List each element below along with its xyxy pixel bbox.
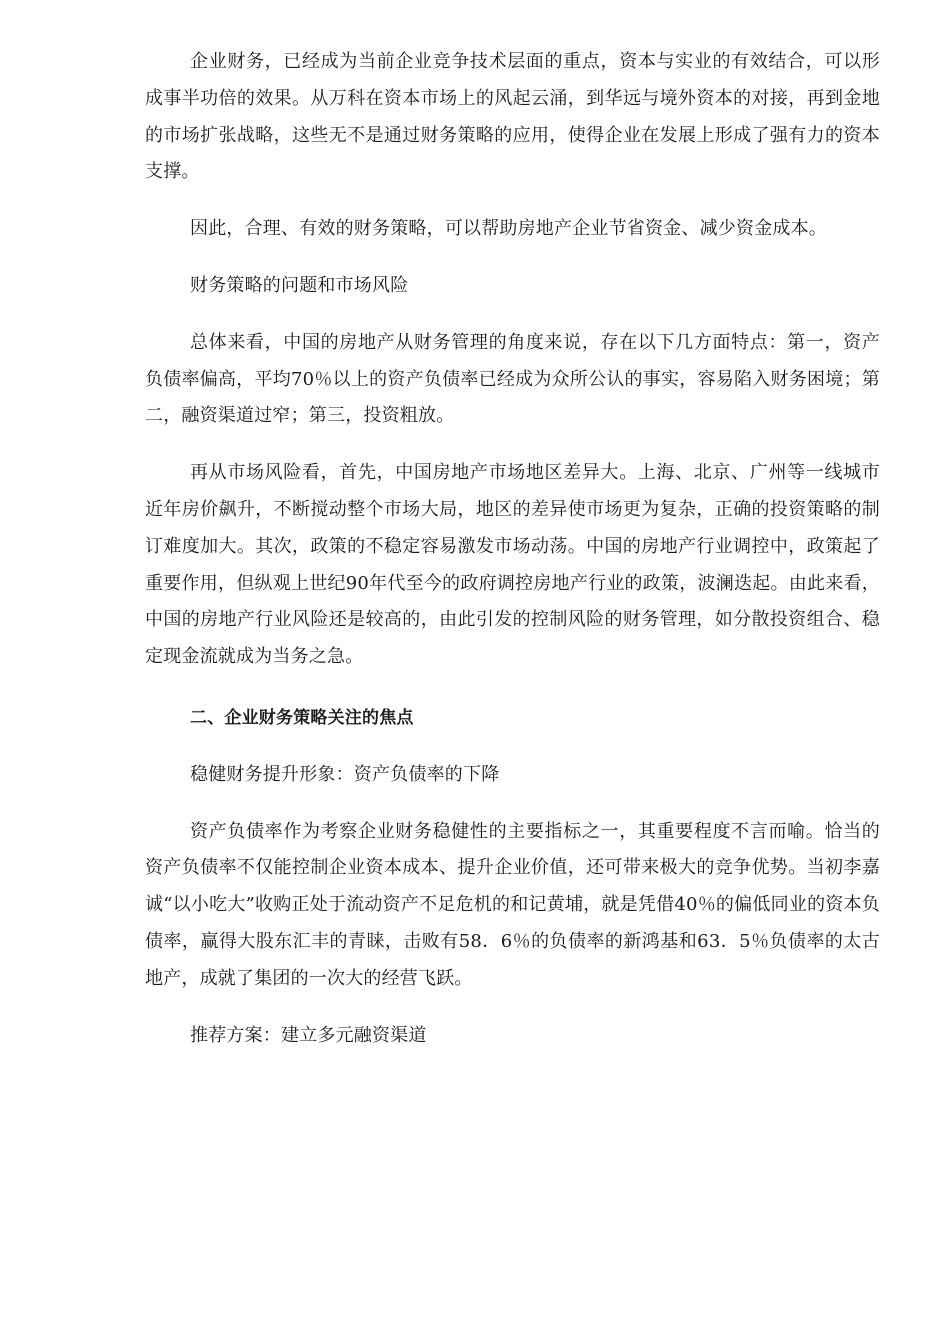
paragraph-debt-ratio: 资产负债率作为考察企业财务稳健性的主要指标之一，其重要程度不言而喻。恰当的资产负债率不仅能控制企业资本成本、提升企业价值，还可带来极大的竞争优势。当初李嘉诚“以小吃大”收购正处于流动资产不足危机的和记黄埔，就是凭借40％的偏低同业的资本负债率，赢得大股东汇丰的青睐，击败有58．6％的负债率的新鸿基和63．5％负债率的太古地产，成就了集团的一次大的经营飞跃。 (145, 820, 880, 989)
subheading-risk: 财务策略的问题和市场风险 (190, 274, 409, 296)
subheading-debt-ratio: 稳健财务提升形象：资产负债率的下降 (190, 763, 500, 785)
paragraph-intro: 企业财务，已经成为当前企业竞争技术层面的重点，资本与实业的有效结合，可以形成事半功倍的效果。从万科在资本市场上的风起云涌，到华远与境外资本的对接，再到金地的市场扩张战略，这些无不是通过财务策略的应用，使得企业在发展上形成了强有力的资本支撑。 (145, 51, 880, 183)
subheading-financing: 推荐方案：建立多元融资渠道 (190, 1024, 427, 1046)
paragraph-conclusion: 因此，合理、有效的财务策略，可以帮助房地产企业节省资金、减少资金成本。 (190, 218, 827, 240)
document-body (145, 44, 880, 1074)
paragraph-market-risk: 再从市场风险看，首先，中国房地产市场地区差异大。上海、北京、广州等一线城市近年房价飙升，不断搅动整个市场大局，地区的差异使市场更为复杂，正确的投资策略的制订难度加大。其次，政策的不稳定容易激发市场动荡。中国的房地产行业调控中，政策起了重要作用，但纵观上世纪90年代至今的政府调控房地产行业的政策，波澜迭起。由此来看，中国的房地产行业风险还是较高的，由此引发的控制风险的财务管理，如分散投资组合、稳定现金流就成为当务之急。 (145, 462, 880, 668)
section-heading: 二、企业财务策略关注的焦点 (190, 707, 414, 728)
paragraph-characteristics: 总体来看，中国的房地产从财务管理的角度来说，存在以下几方面特点：第一，资产负债率偏高，平均70％以上的资产负债率已经成为众所公认的事实，容易陷入财务困境；第二，融资渠道过窄；第三，投资粗放。 (145, 331, 880, 427)
